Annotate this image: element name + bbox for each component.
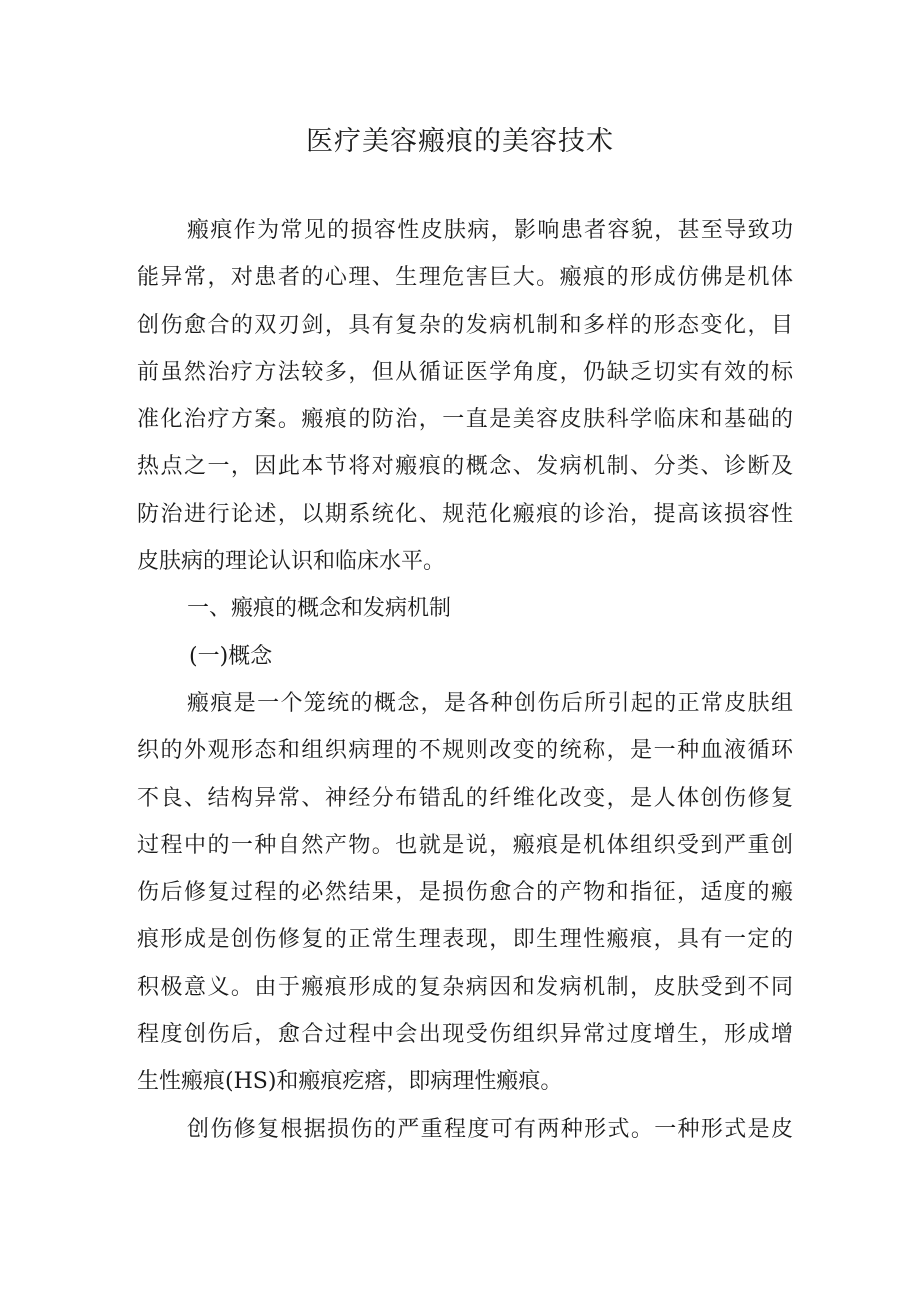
paragraph-line: 创伤修复根据损伤的严重程度可有两种形式。一种形式是皮 <box>187 1116 793 1142</box>
paragraph-line: 前虽然治疗方法较多，但从循证医学角度，仍缺乏切实有效的标 <box>137 359 793 385</box>
paragraph-line: 织的外观形态和组织病理的不规则改变的统称，是一种血液循环 <box>137 738 793 764</box>
paragraph-line: 能异常，对患者的心理、生理危害巨大。瘢痕的形成仿佛是机体 <box>137 265 793 291</box>
subsection-heading: (一)概念 <box>189 643 273 669</box>
paragraph-line: 创伤愈合的双刃剑，具有复杂的发病机制和多样的形态变化，目 <box>137 312 793 338</box>
paragraph-line: 过程中的一种自然产物。也就是说，瘢痕是机体组织受到严重创 <box>137 832 793 858</box>
section-heading: 一、瘢痕的概念和发病机制 <box>187 596 452 622</box>
paragraph-line: 防治进行论述，以期系统化、规范化瘢痕的诊治，提高该损容性 <box>137 501 793 527</box>
paragraph-line: 热点之一，因此本节将对瘢痕的概念、发病机制、分类、诊断及 <box>137 454 793 480</box>
paragraph-line: 积极意义。由于瘢痕形成的复杂病因和发病机制，皮肤受到不同 <box>137 974 793 1000</box>
paragraph-line: 伤后修复过程的必然结果，是损伤愈合的产物和指征，适度的瘢 <box>137 880 793 906</box>
document-body <box>137 207 793 1153</box>
paragraph-line: 生性瘢痕(HS)和瘢痕疙瘩，即病理性瘢痕。 <box>137 1069 563 1095</box>
paragraph-line: 痕形成是创伤修复的正常生理表现，即生理性瘢痕，具有一定的 <box>137 927 793 953</box>
paragraph-line: 瘢痕作为常见的损容性皮肤病，影响患者容貌，甚至导致功 <box>187 218 793 243</box>
paragraph-line: 程度创伤后，愈合过程中会出现受伤组织异常过度增生，形成增 <box>137 1022 793 1048</box>
document-title: 医疗美容瘢痕的美容技术 <box>306 126 614 157</box>
paragraph-line: 瘢痕是一个笼统的概念，是各种创伤后所引起的正常皮肤组 <box>187 690 793 716</box>
paragraph-line: 皮肤病的理论认识和临床水平。 <box>137 549 446 575</box>
paragraph-line: 准化治疗方案。瘢痕的防治，一直是美容皮肤科学临床和基础的 <box>137 407 793 433</box>
paragraph-line: 不良、结构异常、神经分布错乱的纤维化改变，是人体创伤修复 <box>137 785 793 811</box>
